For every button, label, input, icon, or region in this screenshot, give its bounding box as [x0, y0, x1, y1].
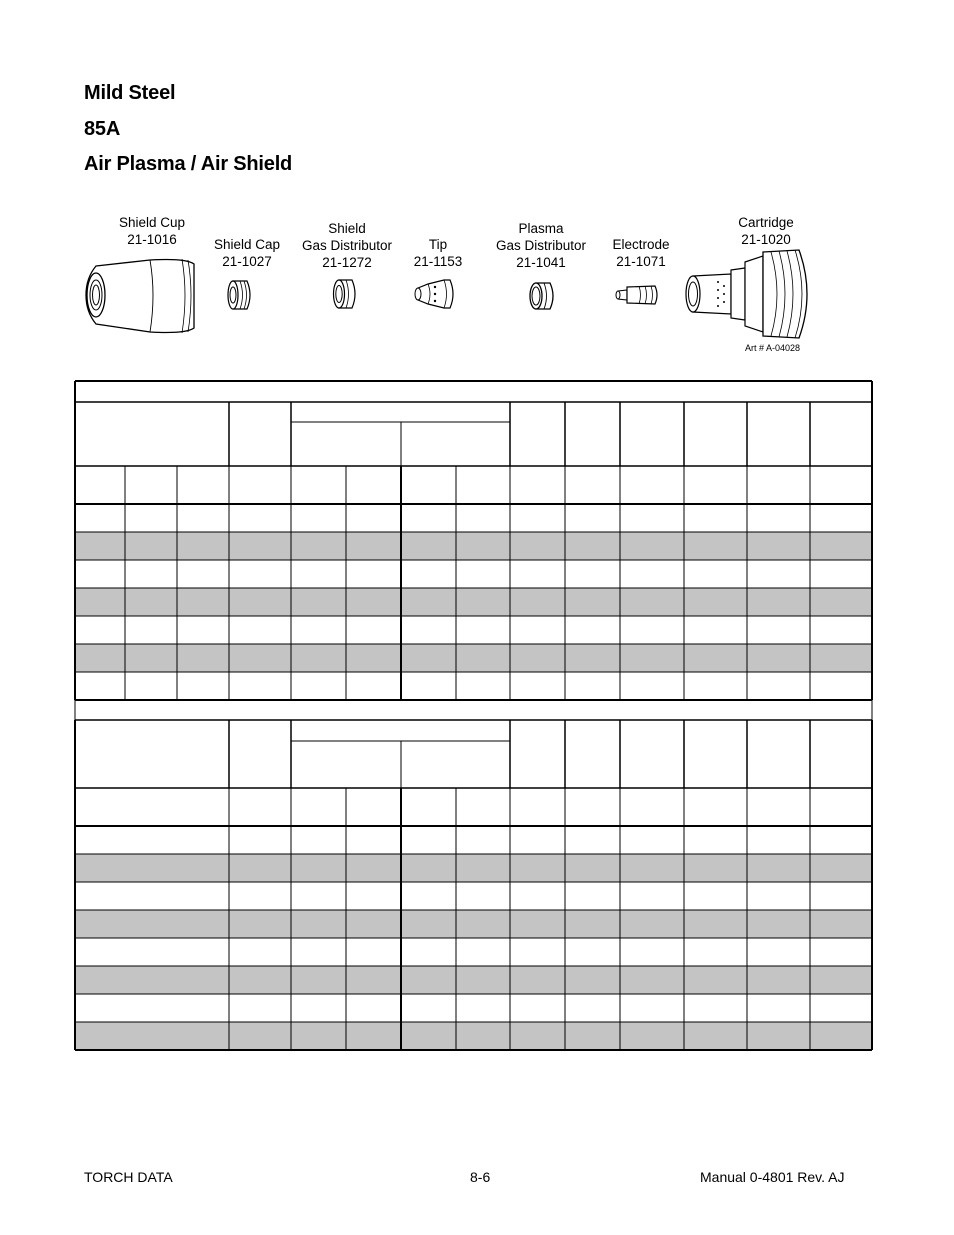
footer-page-number: 8-6	[470, 1169, 491, 1185]
shaded-row	[75, 588, 872, 616]
title-gas: Air Plasma / Air Shield	[84, 153, 293, 175]
part-number: 21-1041	[516, 255, 566, 270]
part-number: 21-1071	[616, 254, 666, 269]
shaded-row	[75, 644, 872, 672]
shaded-row	[75, 854, 872, 882]
part-name: Cartridge	[738, 215, 794, 230]
footer-manual: Manual 0-4801 Rev. AJ	[700, 1169, 845, 1185]
part-name: Tip	[428, 237, 448, 252]
part-name: Shield	[328, 221, 366, 236]
part-number: 21-1153	[413, 254, 463, 269]
part-name: Electrode	[612, 237, 670, 252]
part-number: 21-1272	[322, 255, 372, 270]
shaded-row	[75, 532, 872, 560]
part-name: Gas Distributor	[301, 238, 393, 253]
title-current: 85A	[84, 118, 121, 140]
part-name: Gas Distributor	[495, 238, 587, 253]
part-number: 21-1027	[222, 254, 272, 269]
part-name: Shield Cup	[118, 215, 186, 230]
part-number: 21-1020	[741, 232, 791, 247]
part-number: 21-1016	[127, 232, 177, 247]
part-name: Plasma	[518, 221, 564, 236]
title-material: Mild Steel	[84, 82, 176, 104]
art-number: Art # A-04028	[745, 343, 801, 353]
footer-section: TORCH DATA	[84, 1169, 173, 1185]
shaded-row	[75, 910, 872, 938]
part-name: Shield Cap	[213, 237, 281, 252]
shaded-row	[75, 966, 872, 994]
shaded-row	[75, 1022, 872, 1050]
